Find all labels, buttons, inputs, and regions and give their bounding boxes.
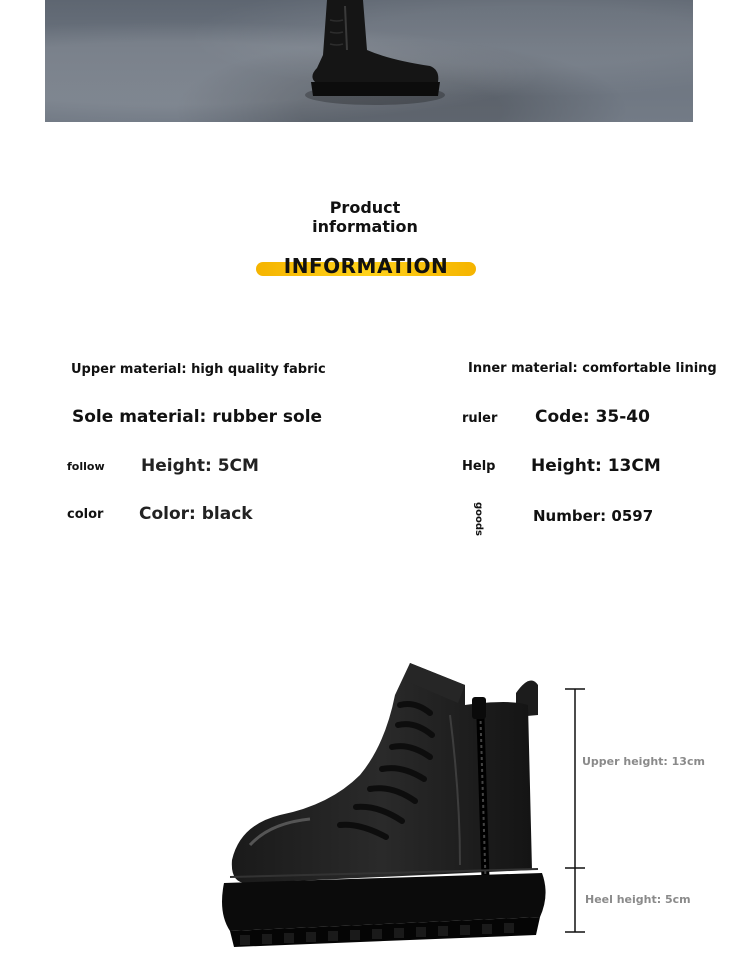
help-label: Help (462, 459, 496, 474)
section-title-line1: Product (329, 198, 401, 217)
section-title-line2: information (312, 217, 418, 236)
heel-height-dimension: Heel height: 5cm (585, 893, 691, 906)
product-photo-top (45, 0, 693, 122)
ruler-label: ruler (462, 411, 498, 426)
goods-label: goods (473, 502, 484, 537)
boot-product-image (210, 655, 550, 955)
inner-material-spec: Inner material: comfortable lining (468, 361, 717, 376)
information-banner (256, 254, 476, 280)
upper-height-dimension: Upper height: 13cm (582, 755, 705, 768)
section-title (290, 198, 440, 236)
follow-label: follow (67, 460, 105, 473)
upper-material-spec: Upper material: high quality fabric (71, 362, 326, 377)
sole-material-spec: Sole material: rubber sole (72, 407, 323, 427)
color-label: color (67, 507, 104, 522)
banner-text: INFORMATION (283, 254, 449, 278)
size-code-spec: Code: 35-40 (535, 407, 650, 427)
upper-height-spec: Height: 13CM (531, 456, 661, 476)
color-spec: Color: black (139, 504, 253, 524)
item-number-spec: Number: 0597 (533, 507, 654, 525)
heel-height-spec: Height: 5CM (141, 456, 259, 476)
